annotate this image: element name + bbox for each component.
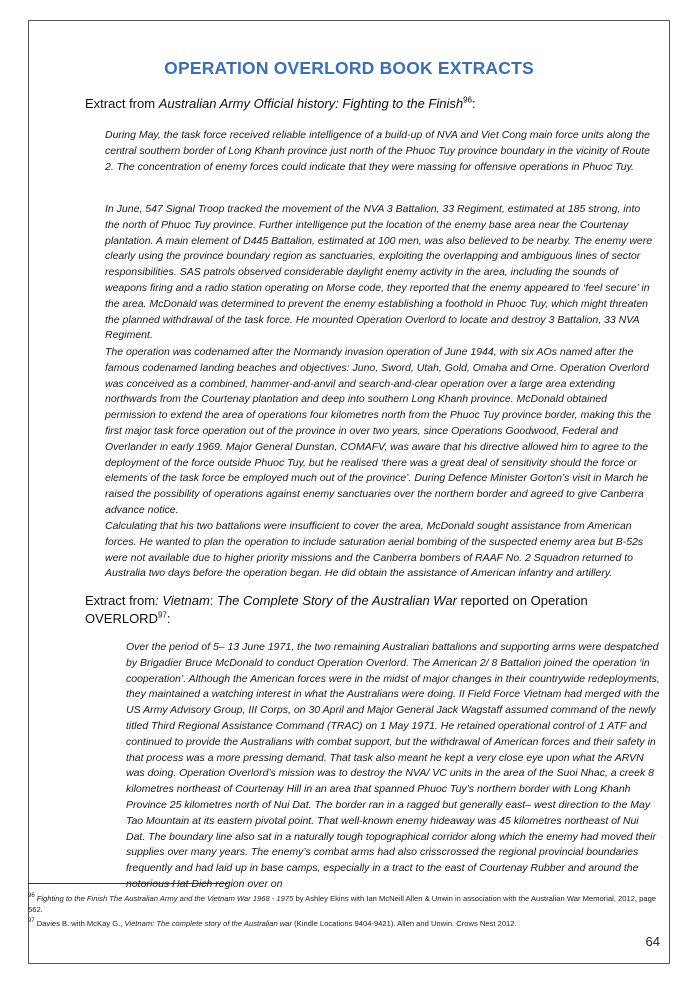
extract-2-prefix: Extract from xyxy=(85,593,156,608)
footnote-ref-96[interactable]: 96 xyxy=(463,95,473,105)
footnote-number: 96 xyxy=(28,893,35,900)
extract-2-paragraph: Over the period of 5– 13 June 1971, the two remaining Australian battalions and supporting arms were despatched by Brigadier Bruce McDonald to conduct Operation Overlord. The American 2/ 8 Battalion joined the operation ‘in cooperation’. Although the American forces were in the midst of major changes in their countrywide redeployments, they maintained a watching interest in what the Australians were doing. II Field Force Vietnam had merged with the US Army Advisory Group, III Corps, on 30 April and Major General Jack Wagstaff assumed command of the newly titled Third Regional Assistance Command (TRAC) on 1 May 1971. He retained operational control of 1 ATF and continued to provide the Australians with combat support, but the withdrawal of American forces and their safety in that process was a more pressing demand. That task also meant he kept a very close eye upon what the ARVN was doing. Operation Overlord’s mission was to destroy the NVA/ VC units in the area of the Suoi Nhac, a creek 8 kilometres northeast of Courtenay Hill in an area that spanned Phuoc Tuy’s northern border with Long Khanh Province 25 kilometres north of Nui Dat. The border ran in a ragged but generally east– west direction to the May Tao Mountain at its eastern pivotal point. That well-known enemy hideaway was 45 kilometres northeast of Nui Dat. The boundary line also sat in a naturally tough topographical corridor along which the enemy had moved their supplies over many years. The enemy’s combat arms had also crisscrossed the regional provincial boundaries frequently and had laid up in base camps, especially in a tract to the east of Courtenay Rubber and around the notorious Hat Dich region over on xyxy=(126,641,660,890)
extract-2-heading xyxy=(85,592,625,628)
extract-2-end: : xyxy=(166,611,171,626)
footnote-97 xyxy=(28,918,658,929)
extract-2-suffix: reported on Operation OVERLORD xyxy=(85,593,588,626)
footnote-ref-97[interactable]: 97 xyxy=(157,610,167,620)
extract-1-paragraph-4: Calculating that his two battalions were insufficient to cover the area, McDonald sought assistance from American forces. He wanted to plan the operation to include saturation aerial bombing of the suspected enemy area but B-52s were not available due to higher priority missions and the Canberra bombers of RAAF No. 2 Squadron returned to Australia two days before the operation began. He did obtain the assistance of American infantry and artillery. xyxy=(105,520,644,580)
extract-1-suffix: : xyxy=(472,96,476,111)
footnote-separator xyxy=(28,883,228,884)
footnote-text: by Ashley Ekins with Ian McNeill Allen & Unwin in association with the Australian War Memorial, 2012, page 562. xyxy=(28,894,657,914)
extract-2-source-b: The Complete Story of the Australian War xyxy=(217,593,457,608)
page-number: 64 xyxy=(645,934,660,949)
extract-2-colon: : xyxy=(155,593,163,608)
footnote-96 xyxy=(28,893,658,915)
page-title: OPERATION OVERLORD BOOK EXTRACTS xyxy=(164,58,534,78)
extract-1-prefix: Extract from xyxy=(85,96,159,111)
extract-2-sep: : xyxy=(209,593,218,608)
extract-1-paragraph-3: The operation was codenamed after the Normandy invasion operation of June 1944, with six AOs named after the famous codenamed landing beaches and objectives: Juno, Sword, Utah, Gold, Omaha and Orne. Operation Overlord was conceived as a combined, hammer-and-anvil and search-and-clear operation over a large area extending northwards from the Courtenay plantation and deep into southern Long Khanh province. McDonald obtained permission to extend the area of operations four kilometres north from the Phuoc Tuy province border, making this the first major task force operation out of the province in over two years, since Operations Goodwood, Federal and Overlander in early 1969. Major General Dunstan, COMAFV, was aware that his directive allowed him to agree to the deployment of the force outside Phuoc Tuy, but he realised ‘there was a great deal of sensitivity should the force or elements of the task force be employed much out of the province’. During Defence Minister Gorton’s visit in March he raised the possibility of operations against enemy sanctuaries over the northern border and agreed to give Canberra advance notice. xyxy=(105,346,652,516)
footnote-title: Fighting to the Finish The Australian Army and the Vietnam War 1968 - 1975 xyxy=(36,894,294,903)
footnote-number: 97 xyxy=(28,918,35,925)
extract-1-paragraph-2: In June, 547 Signal Troop tracked the movement of the NVA 3 Battalion, 33 Regiment, estimated at 185 strong, into the north of Phuoc Tuy province. Further intelligence put the location of the enemy base area near the Courtenay plantation. A main element of D445 Battalion, estimated at 100 men, was also believed to be nearby. The enemy were clearly using the province boundary region as sanctuaries, exploiting the overlapping and ambiguous lines of sector responsibilities. SAS patrols observed considerable daylight enemy activity in the area, including the sounds of weapons firing and a radio station operating on Morse code, they reported that the enemy appeared to ‘feel secure’ in the area. McDonald was determined to prevent the enemy establishing a foothold in Phuoc Tuy, which might threaten the planned withdrawal of the task force. He mounted Operation Overlord to locate and destroy 3 Battalion, 33 NVA Regiment. xyxy=(105,203,653,342)
extract-1-paragraph-1: During May, the task force received reliable intelligence of a build-up of NVA and Viet Cong main force units along the central southern border of Long Khanh province just north of the Phuoc Tuy province boundary in the vicinity of Route 2. The concentration of enemy forces could indicate that they were massing for offensive operations in Phuoc Tuy. xyxy=(105,129,650,173)
footnote-pre: Davies B. with McKay G., xyxy=(36,919,125,928)
footnote-title: Vietnam: The complete story of the Australian war xyxy=(124,919,293,928)
extract-1-heading xyxy=(85,95,645,113)
extract-1-source: Australian Army Official history: Fighting to the Finish xyxy=(158,96,464,111)
footnote-text: (Kindle Locations 9404-9421). Allen and Unwin. Crows Nest 2012. xyxy=(292,919,517,928)
extract-2-source-a: Vietnam xyxy=(162,593,210,608)
